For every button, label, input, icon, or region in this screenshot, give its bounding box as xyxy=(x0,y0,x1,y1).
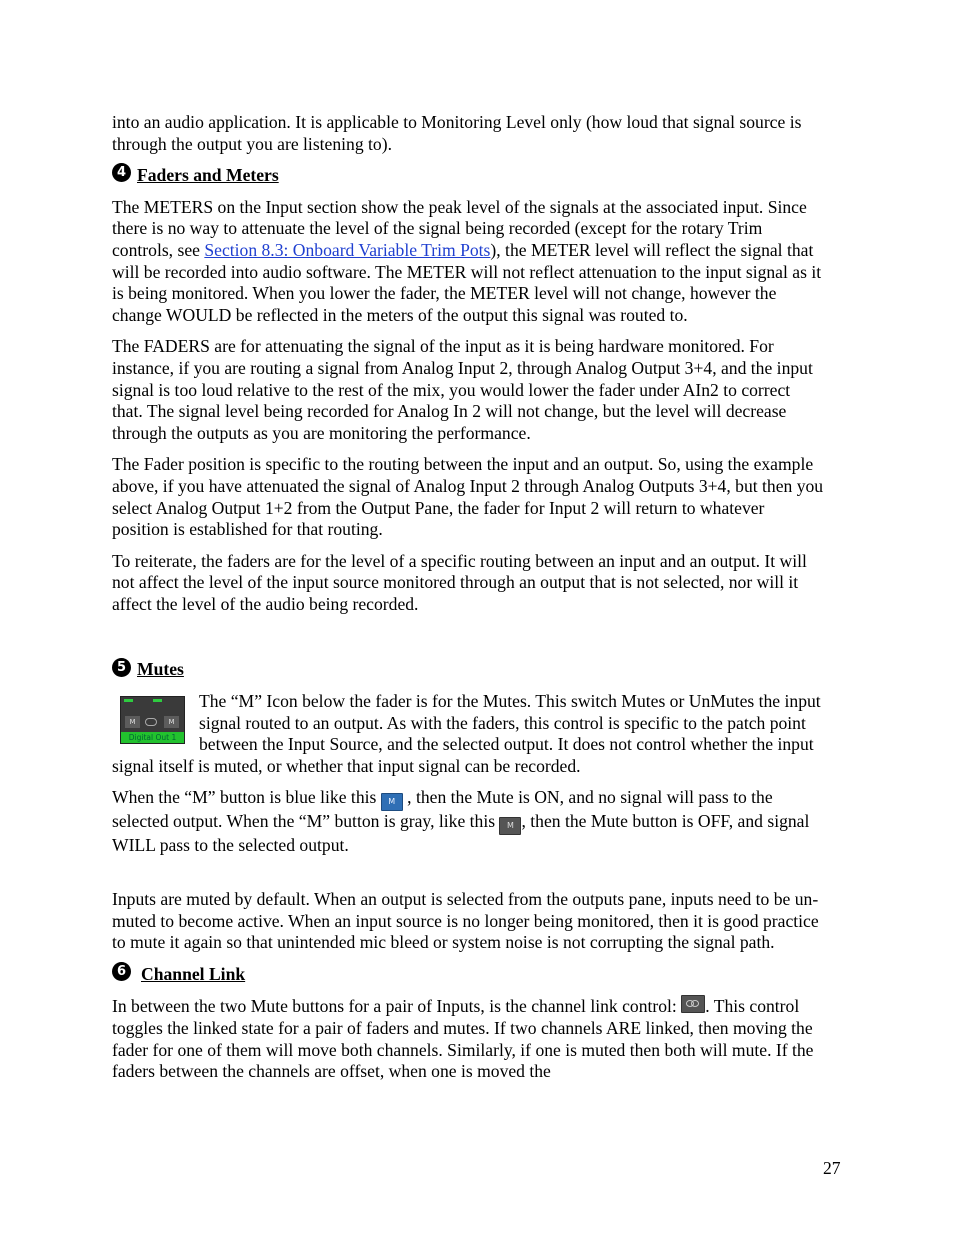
page-number: 27 xyxy=(823,1158,841,1178)
section-title: Mutes xyxy=(137,659,184,680)
section-heading-channel-link xyxy=(112,964,824,986)
mixer-channel-thumbnail xyxy=(120,696,185,744)
section-title: Channel Link xyxy=(141,963,246,984)
meter-led-icon xyxy=(124,699,133,702)
meters-paragraph: The METERS on the Input section show the peak level of the signals at the associated input. Since there is no way to attenuate the level of the signal being recorded (except for the rotary Trim controls, see Section 8.3: Onboard Variable Trim Pots), the METER level will reflect the signal that will be recorded into audio software. The METER will not reflect attenuation to the input signal as it is being monitored. When you lower the fader, the METER level will not change, however the change WOULD be reflected in the meters of the output this signal was routed to. xyxy=(112,196,822,325)
mute-off-gray-icon: M xyxy=(499,817,521,835)
section-number-badge: 6 xyxy=(112,962,131,981)
section-number-badge: 4 xyxy=(112,163,131,182)
section-title: Faders and Meters xyxy=(137,165,279,186)
output-label: Digital Out 1 xyxy=(121,732,184,743)
reiterate-paragraph: To reiterate, the faders are for the level of a specific routing between an input and an output. It will not affect the level of the input source monitored through an output that is not selected, nor will it affect the level of the audio being recorded. xyxy=(112,550,807,614)
channel-link-paragraph: In between the two Mute buttons for a pair of Inputs, is the channel link control: . This control toggles the linked state for a pair of faders and mutes. If two channels ARE linked, then moving the fader for one of them will move both channels. Similarly, if one is muted then both will mute. If the faders between the channels are offset, when one is moved the xyxy=(112,996,814,1082)
faders-paragraph: The FADERS are for attenuating the signal of the input as it is being hardware monitored. For instance, if you are routing a signal from Analog Input 2, through Analog Output 3+4, and the input signal is too loud relative to the rest of the mix, you would lower the fader under AIn2 to correct that. The signal level being recorded for Analog In 2 will not change, but the level will decrease through the outputs as you are monitoring the performance. xyxy=(112,336,813,443)
trim-pots-link[interactable]: Section 8.3: Onboard Variable Trim Pots xyxy=(204,239,491,260)
intro-paragraph: into an audio application. It is applicable to Monitoring Level only (how loud that signal source is through the output you are listening to). xyxy=(112,112,802,154)
section-heading-mutes xyxy=(112,659,824,681)
mute-on-blue-icon: M xyxy=(381,793,403,811)
mute-state-paragraph: When the “M” button is blue like this M , then the Mute is ON, and no signal will pass to the selected output. When the “M” button is gray, like this M , then the Mute button is OFF, and signal WILL pass to the selected output. xyxy=(112,787,810,856)
inputs-muted-paragraph: Inputs are muted by default. When an output is selected from the outputs pane, inputs need to be un-muted to become active. When an input source is no longer being monitored, then it is good practice to mute it again so that unintended mic bleed or system noise is not corrupting the signal path. xyxy=(112,889,819,953)
fader-position-paragraph: The Fader position is specific to the routing between the input and an output. So, using the example above, if you have attenuated the signal of Analog Input 2 through Analog Outputs 3+4, but then you select Analog Output 1+2 from the Output Pane, the fader for Input 2 will return to whatever position is established for that routing. xyxy=(112,454,824,540)
mutes-paragraph: The “M” Icon below the fader is for the Mutes. This switch Mutes or UnMutes the input signal routed to an output. As with the faders, this control is specific to the patch point between the Input Source, and the selected output. It does not control whether the input signal itself is muted, or whether that input signal can be recorded. xyxy=(112,691,821,776)
document-page xyxy=(112,112,824,1093)
mutes-description xyxy=(112,691,824,777)
channel-link-control-icon xyxy=(681,995,705,1013)
channel-link-icon xyxy=(145,718,157,726)
section-heading-faders-meters xyxy=(112,165,824,187)
mute-button-icon: M xyxy=(164,716,179,728)
meter-led-icon xyxy=(153,699,162,702)
mute-button-icon: M xyxy=(125,716,140,728)
section-number-badge: 5 xyxy=(112,658,131,677)
